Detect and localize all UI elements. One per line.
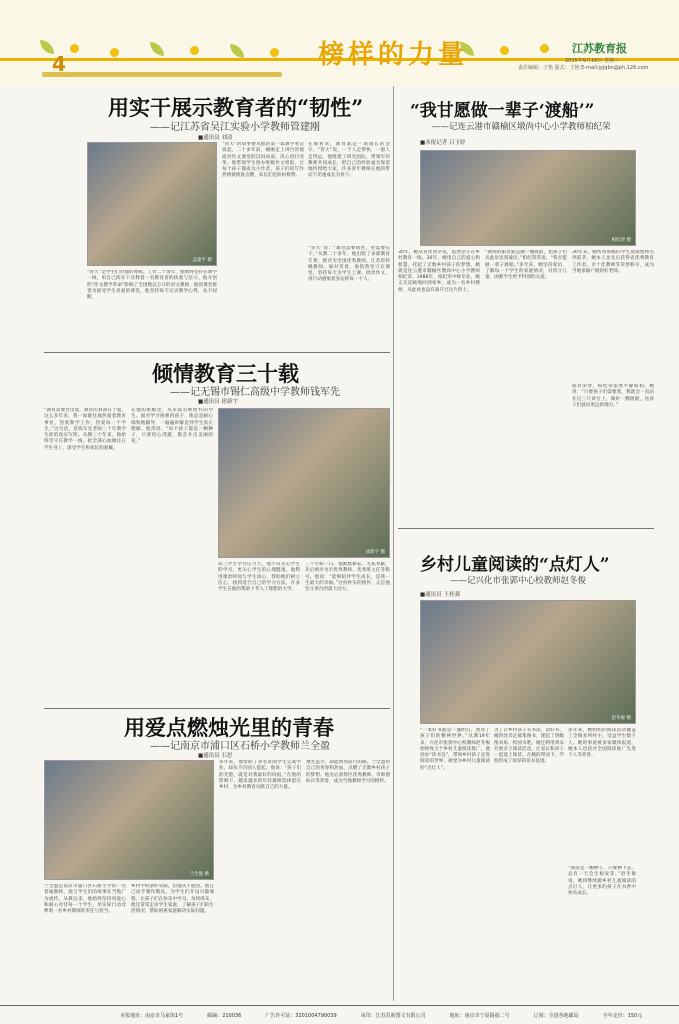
article1-col4: “管大”说：“教育需要韧性，更需要实干。”从教二十多年，他出版了多部教育专著，被评为全国优秀教师、江苏省特级教师。面对荣誉，他依然坚守在课堂，坚持每天为学生上课、批改作文，用行动感染着身边的每一个人。 bbox=[308, 246, 390, 283]
flower-icon bbox=[70, 44, 79, 53]
article3-subtitle: ——记南京市浦口区石桥小学教师兰全盈 bbox=[150, 741, 330, 752]
editor-info: 责任编辑：王艳 版式：王艳 E-mail:jyjqbn@ph.126.com bbox=[518, 65, 649, 71]
article2-subtitle: ——记无锡市锡仁高级中学教师钱军先 bbox=[170, 387, 340, 398]
article2-title: 倾情教育三十载 bbox=[152, 361, 299, 386]
article1-subtitle: ——记江苏省吴江实验小学教师管建刚 bbox=[150, 122, 320, 133]
article3-col4: 烛光虽小，却能照亮前行的路。兰全盈用自己的青春和热血，点燃了无数乡村孩子的梦想。他先后获得区优秀教师、市师德标兵等荣誉，成为当地教师学习的榜样。 bbox=[306, 760, 390, 784]
section-rule bbox=[44, 352, 390, 353]
article2-col3: 高三学生学习压力大，他不仅关心学生的学习，更关心学生的心理健康。他利用课余时间与学生谈心，帮助他们树立信心，找到适合自己的学习方法，许多学生在他的帮助下考入了理想的大学。 bbox=[218, 562, 300, 593]
flower-icon bbox=[190, 46, 199, 55]
section-title: 榜样的力量 bbox=[318, 40, 469, 70]
article5-photo-credit: 赵冬俊 摄 bbox=[611, 716, 631, 721]
article3-col2: 乡村学校条件有限，但他从不抱怨。他自己动手制作教具，为学生们开设兴趣课程，让孩子们在快乐中学习。每到周末，他还常常走访学生家庭，了解孩子们的生活情况，帮助困难家庭解决实际问题。 bbox=[131, 884, 214, 915]
footer-printer: 承印：江苏苏新图文有限公司 bbox=[360, 1013, 426, 1019]
article3-col3: 多年来，他资助了多名贫困学生完成学业，却从不向别人提起。他说：“孩子们的笑脸，就是对我最好的回报。”在他的影响下，越来越多的年轻教师选择留在乡村，为乡村教育贡献自己的力量。 bbox=[219, 760, 301, 791]
footer-ad-license: 广告许可证：3201004790039 bbox=[265, 1013, 337, 1019]
article4-col4: 面对荣誉，柏纪荣依然平静如初。她说：“只要孩子们需要我，我就会一直站在这三尺讲台上，做好一艘渡船，送孩子们驶向更远的地方。” bbox=[572, 384, 654, 408]
footer-print-address: 地址：南京市宁夏路福二号 bbox=[449, 1013, 510, 1019]
article4-col2: “教师的职责就是做一艘渡船，把孩子们从此岸送到彼岸。”柏纪荣常说，“我甘愿做一辈子渡船。”多年来，她坚持家访，了解每一个学生的家庭情况，对留守儿童、困难学生给予特别的关爱。 bbox=[485, 250, 567, 281]
article2-photo bbox=[218, 408, 390, 558]
article1-col3: 在他看来，教育就是一场漫长的坚守。“管大”说，一个人走得快，一群人走得远。他组建了研究团队，带领年轻教师共同成长，把自己的经验毫无保留地传授给大家，许多青年教师在他的带动下迅速成长为骨干。 bbox=[308, 142, 390, 179]
article1-reporter: ■通讯员 刘清 bbox=[198, 135, 233, 141]
article3-title: 用爱点燃烛光里的青春 bbox=[124, 715, 334, 740]
issue-date: 2015年9月16日 星期三 bbox=[565, 58, 619, 64]
section-rule bbox=[398, 528, 654, 529]
footer-subscribe: 订阅：全国各地邮局 bbox=[533, 1013, 579, 1019]
article4-reporter: ■本报记者 吕玉婷 bbox=[420, 140, 466, 146]
article3-photo bbox=[44, 760, 214, 880]
newspaper-logo: 江苏教育报 bbox=[572, 42, 627, 55]
article4-photo bbox=[420, 150, 636, 246]
footer-address: 本报地址：南京市马家街1号 bbox=[120, 1013, 184, 1019]
article5-subtitle: ——记兴化市张郭中心校教师赵冬俊 bbox=[450, 576, 587, 586]
article4-photo-credit: 柏纪荣 摄 bbox=[611, 238, 631, 243]
article2-reporter: ■通讯员 徐新宇 bbox=[198, 399, 238, 405]
article1-col1: “管大”是学生们对他的尊称。工作二十余年，他始终坚持在教学一线，用自己的实干诠释着一名教育者的执着与坚守。他开创的“作文教学革命”影响了全国数以万计的语文教师，他的课堂被誉为最受学生喜爱的课堂，他坚持每天记录教学心得，从不间断。 bbox=[87, 270, 217, 301]
article5-title: 乡村儿童阅读的“点灯人” bbox=[420, 555, 610, 575]
article4-subtitle: ——记连云港市赣榆区墩尚中心小学教师柏纪荣 bbox=[432, 122, 611, 132]
footer bbox=[0, 1005, 679, 1024]
flower-icon bbox=[500, 46, 509, 55]
section-rule bbox=[44, 708, 390, 709]
article1-title: 用实干展示教育者的“韧性” bbox=[108, 95, 364, 120]
flower-icon bbox=[540, 44, 549, 53]
column-divider bbox=[393, 86, 394, 1001]
footer-postcode: 邮编：210036 bbox=[207, 1013, 242, 1019]
article1-photo-credit: 孟建平 摄 bbox=[192, 258, 212, 263]
flower-icon bbox=[270, 48, 279, 57]
article1-photo bbox=[87, 142, 217, 266]
article5-col3: 多年来，她组织的阅读活动覆盖了全镇多所村小，受益学生数千人。她的事迹被多家媒体报道，她本人也获评全国阅读推广先进个人等荣誉。 bbox=[568, 728, 636, 759]
article5-col1: “一本好书就是一盏明灯，照亮了孩子们的精神世界。”从教19年来，兴化市张郭中心校教师赵冬俊始终致力于乡村儿童阅读推广，他创办“读书会”，带领乡村孩子走进阅读的世界，被誉为乡村儿童阅读的“点灯人”。 bbox=[420, 728, 490, 771]
article5-reporter: ■通讯员 王桂强 bbox=[420, 592, 460, 598]
article1-col2: “管大”的故事要从他的第一篇教学笔记说起。二十多年前，刚刚走上讲台的他面对作文课堂的沉闷局面，决心进行改革。他带领学生创办班级作文周报，让每个孩子都成为小作者，孩子们的写作热情被彻底点燃，家长们也纷纷称赞。 bbox=[222, 142, 304, 179]
footer-price: 全年定价：150元 bbox=[602, 1013, 643, 1019]
flower-icon bbox=[110, 48, 119, 57]
article3-reporter: ■通讯员 石思 bbox=[198, 753, 233, 759]
article2-photo-credit: 徐新宇 摄 bbox=[365, 550, 385, 555]
article4-col1: 30年，她从青丝到华发，依然坚守在乡村教育一线。30年，她用自己的爱心和智慧，托起了无数乡村孩子的梦想。她就是连云港市赣榆区墩尚中心小学教师柏纪荣。1986年，柏纪荣中师毕业，她义无反顾地回到家乡，成为一名乡村教师，从此再也没有离开过这片热土。 bbox=[398, 250, 480, 293]
article3-col1: 兰全盈是南京市浦口区石桥小学的一名普通教师，他与学生们的故事在当地广为流传。从教以来，他始终坚持用爱心和耐心对待每一个学生，用实际行动诠释着一名乡村教师的责任与担当。 bbox=[44, 884, 126, 915]
article4-col3: 30年来，她所带班级的学生成绩始终名列前茅，她本人也先后获得省优秀教育工作者、市十佳教师等荣誉称号，成为当地家喻户晓的好老师。 bbox=[572, 250, 654, 274]
article2-col1: “教育需要付出爱，教育的真谛在于爱。这么多年来，我一如既往地热爱着教育事业，热爱教学工作，热爱每一个学生。”这句话，是钱军先老师三十年教学生涯的真实写照。从教三十年来，他始终坚守在教学一线，把全部心血倾注在学生身上，深受学生和家长的爱戴。 bbox=[44, 408, 126, 451]
page-number: 4 bbox=[52, 52, 66, 76]
article5-col4: “阅读是一颗种子，只要种下去，总有一天会生根发芽。”赵冬俊说，她将继续做乡村儿童阅读的点灯人，让更多的孩子在书香中快乐成长。 bbox=[568, 866, 636, 897]
decorative-bar bbox=[42, 72, 282, 77]
article5-photo bbox=[420, 600, 636, 724]
article2-col4: 三十年如一日，他默默耕耘、无私奉献，先后被评为市优秀教师、优秀班主任等称号。他说：“能够陪伴学生成长，是我一生最大的幸福。”这份朴实的情怀，正是他坚守讲台的最大动力。 bbox=[305, 562, 390, 593]
article3-photo-credit: 兰全盈 摄 bbox=[189, 872, 209, 877]
article4-title: “我甘愿做一辈子‘渡船’” bbox=[410, 101, 595, 121]
article5-col2: 为了让乡村孩子有书读、读好书，她四处奔走募集图书，建起了班级图书角、校园书吧。她还利用周末开展亲子阅读活动，让家长和孩子一起爱上阅读。在她的带动下，学校形成了浓厚的读书氛围。 bbox=[494, 728, 564, 765]
article2-col2: 在他的班级里，从来没有被放弃的学生。面对学习困难的孩子，他总是耐心细致地辅导，一遍遍讲解直到学生真正理解。他常说：“每个孩子都是一颗种子，只要用心浇灌，都会开出美丽的花。” bbox=[131, 408, 213, 445]
